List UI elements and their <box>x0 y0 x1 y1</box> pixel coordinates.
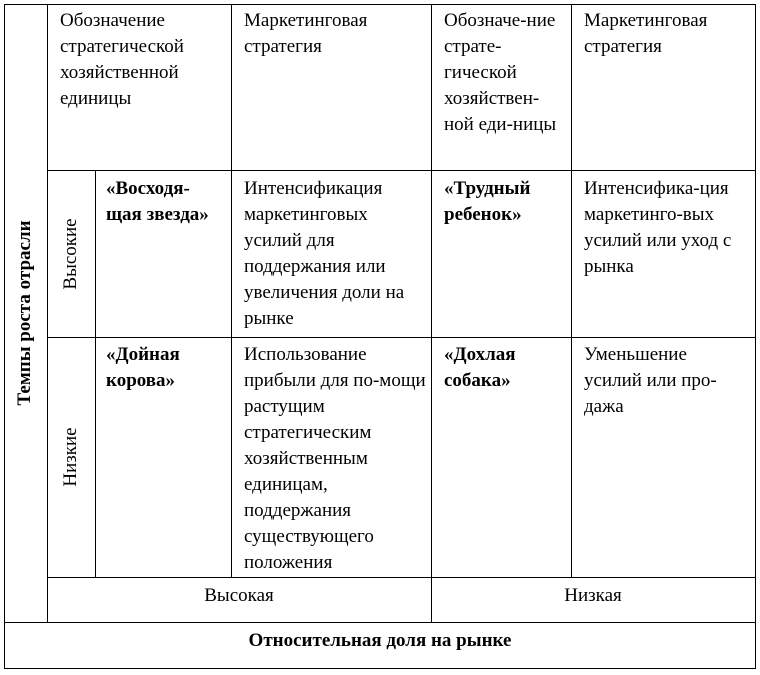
column-label-low: Низкая <box>564 585 622 606</box>
header-unit-designation-1: Обозначение стратегической хозяйственной единицы <box>60 10 184 109</box>
bottom-title-divider <box>4 622 756 623</box>
table-border-bottom <box>4 668 756 669</box>
column-divider-3 <box>571 4 572 578</box>
header-row-divider <box>47 170 756 171</box>
row-label-divider <box>95 170 96 578</box>
strategy-cash-cow: Использование прибыли для по-мощи растущим стратегическим хозяйственным единицам, поддержания существующего положения <box>244 344 426 573</box>
horizontal-axis-title: Относительная доля на рынке <box>248 630 512 651</box>
unit-rising-star: «Восходя-щая звезда» <box>106 178 209 225</box>
row-divider <box>47 337 756 338</box>
unit-problem-child: «Трудный ребенок» <box>444 178 531 225</box>
vertical-title-divider <box>47 4 48 623</box>
axis-row-divider <box>47 577 756 578</box>
strategy-rising-star: Интенсификация маркетинговых усилий для поддержания или увеличения доли на рынке <box>244 178 405 329</box>
unit-dead-dog: «Дохлая собака» <box>444 344 516 391</box>
row-label-high: Высокие <box>60 218 81 290</box>
header-marketing-strategy-2: Маркетинговая стратегия <box>584 10 708 57</box>
header-unit-designation-2: Обозначе-ние страте-гической хозяйствен-ной еди-ницы <box>444 10 557 135</box>
column-divider-2 <box>431 4 432 623</box>
column-label-high: Высокая <box>204 585 274 606</box>
column-divider-1 <box>231 4 232 578</box>
strategy-problem-child: Интенсифика-ция маркетинго-вых усилий или уход с рынка <box>584 178 732 277</box>
header-marketing-strategy-1: Маркетинговая стратегия <box>244 10 368 57</box>
vertical-axis-title: Темпы роста отрасли <box>14 220 35 406</box>
table-border-right <box>755 4 756 669</box>
unit-cash-cow: «Дойная корова» <box>106 344 180 391</box>
table-border-left <box>4 4 5 669</box>
strategy-dead-dog: Уменьшение усилий или про-дажа <box>584 344 717 417</box>
row-label-low: Низкие <box>60 427 81 487</box>
table-border-top <box>4 4 756 5</box>
